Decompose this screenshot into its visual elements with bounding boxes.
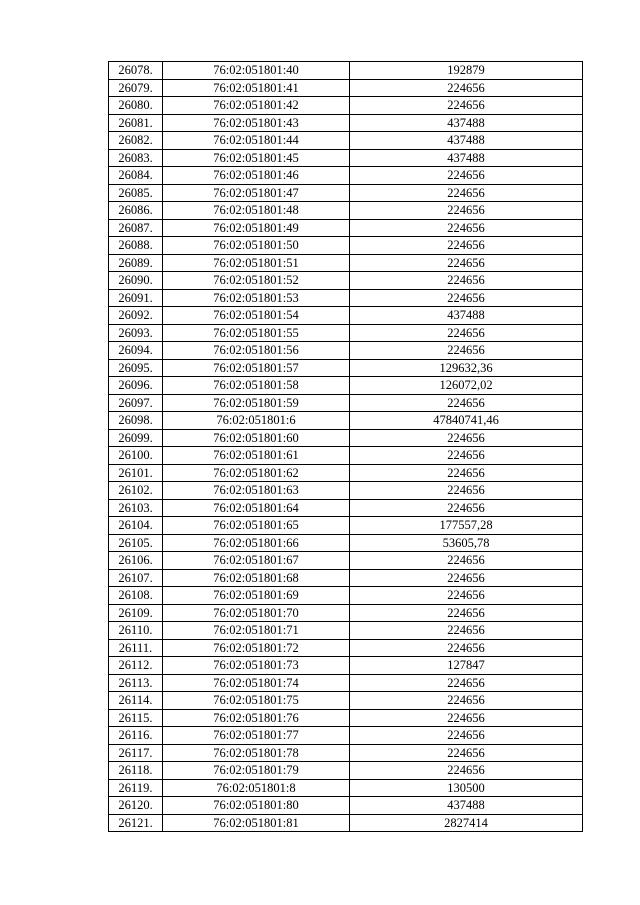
- table-row: [109, 97, 583, 115]
- cadastral-value-table: [108, 61, 583, 832]
- cadastral-value-cell: 224656: [350, 744, 583, 762]
- cadastral-number-cell: 76:02:051801:63: [163, 482, 350, 500]
- table-row: [109, 499, 583, 517]
- row-number-cell: 26093.: [109, 324, 163, 342]
- table-row: [109, 289, 583, 307]
- cadastral-value-cell: 224656: [350, 604, 583, 622]
- cadastral-number-cell: 76:02:051801:48: [163, 202, 350, 220]
- cadastral-value-cell: 224656: [350, 324, 583, 342]
- row-number-cell: 26107.: [109, 569, 163, 587]
- cadastral-value-cell: 53605,78: [350, 534, 583, 552]
- table-row: [109, 692, 583, 710]
- cadastral-value-cell: 177557,28: [350, 517, 583, 535]
- row-number-cell: 26118.: [109, 762, 163, 780]
- row-number-cell: 26099.: [109, 429, 163, 447]
- row-number-cell: 26083.: [109, 149, 163, 167]
- cadastral-value-cell: 224656: [350, 552, 583, 570]
- cadastral-number-cell: 76:02:051801:51: [163, 254, 350, 272]
- cadastral-number-cell: 76:02:051801:59: [163, 394, 350, 412]
- cadastral-value-cell: 224656: [350, 167, 583, 185]
- row-number-cell: 26115.: [109, 709, 163, 727]
- cadastral-value-cell: 437488: [350, 307, 583, 325]
- cadastral-value-cell: 437488: [350, 797, 583, 815]
- cadastral-number-cell: 76:02:051801:45: [163, 149, 350, 167]
- row-number-cell: 26078.: [109, 62, 163, 80]
- cadastral-value-cell: 224656: [350, 709, 583, 727]
- cadastral-value-cell: 224656: [350, 342, 583, 360]
- cadastral-number-cell: 76:02:051801:79: [163, 762, 350, 780]
- table-row: [109, 464, 583, 482]
- table-row: [109, 79, 583, 97]
- cadastral-number-cell: 76:02:051801:43: [163, 114, 350, 132]
- cadastral-value-cell: 224656: [350, 639, 583, 657]
- cadastral-value-cell: 129632,36: [350, 359, 583, 377]
- cadastral-value-cell: 224656: [350, 762, 583, 780]
- cadastral-number-cell: 76:02:051801:57: [163, 359, 350, 377]
- cadastral-number-cell: 76:02:051801:58: [163, 377, 350, 395]
- cadastral-value-cell: 224656: [350, 622, 583, 640]
- row-number-cell: 26088.: [109, 237, 163, 255]
- row-number-cell: 26080.: [109, 97, 163, 115]
- row-number-cell: 26102.: [109, 482, 163, 500]
- row-number-cell: 26101.: [109, 464, 163, 482]
- table-body: [109, 62, 583, 832]
- table-row: [109, 429, 583, 447]
- cadastral-number-cell: 76:02:051801:80: [163, 797, 350, 815]
- cadastral-value-cell: 224656: [350, 184, 583, 202]
- table-row: [109, 62, 583, 80]
- table-row: [109, 604, 583, 622]
- cadastral-value-cell: 224656: [350, 219, 583, 237]
- cadastral-value-cell: 224656: [350, 692, 583, 710]
- cadastral-number-cell: 76:02:051801:44: [163, 132, 350, 150]
- cadastral-value-cell: 224656: [350, 482, 583, 500]
- table-row: [109, 237, 583, 255]
- cadastral-value-cell: 224656: [350, 464, 583, 482]
- row-number-cell: 26120.: [109, 797, 163, 815]
- row-number-cell: 26090.: [109, 272, 163, 290]
- row-number-cell: 26100.: [109, 447, 163, 465]
- table-row: [109, 132, 583, 150]
- cadastral-number-cell: 76:02:051801:74: [163, 674, 350, 692]
- cadastral-number-cell: 76:02:051801:41: [163, 79, 350, 97]
- table-row: [109, 359, 583, 377]
- cadastral-value-cell: 437488: [350, 132, 583, 150]
- cadastral-number-cell: 76:02:051801:49: [163, 219, 350, 237]
- table-row: [109, 482, 583, 500]
- row-number-cell: 26106.: [109, 552, 163, 570]
- row-number-cell: 26092.: [109, 307, 163, 325]
- cadastral-number-cell: 76:02:051801:46: [163, 167, 350, 185]
- cadastral-number-cell: 76:02:051801:40: [163, 62, 350, 80]
- table-row: [109, 272, 583, 290]
- row-number-cell: 26113.: [109, 674, 163, 692]
- cadastral-value-cell: 224656: [350, 429, 583, 447]
- cadastral-number-cell: 76:02:051801:66: [163, 534, 350, 552]
- cadastral-value-cell: 224656: [350, 272, 583, 290]
- table-row: [109, 727, 583, 745]
- row-number-cell: 26114.: [109, 692, 163, 710]
- row-number-cell: 26095.: [109, 359, 163, 377]
- table-row: [109, 202, 583, 220]
- cadastral-value-cell: 224656: [350, 97, 583, 115]
- cadastral-number-cell: 76:02:051801:53: [163, 289, 350, 307]
- cadastral-number-cell: 76:02:051801:47: [163, 184, 350, 202]
- cadastral-value-cell: 126072,02: [350, 377, 583, 395]
- cadastral-number-cell: 76:02:051801:76: [163, 709, 350, 727]
- table-row: [109, 219, 583, 237]
- cadastral-value-cell: 47840741,46: [350, 412, 583, 430]
- table-row: [109, 709, 583, 727]
- cadastral-value-cell: 224656: [350, 79, 583, 97]
- document-page: [108, 61, 582, 832]
- row-number-cell: 26087.: [109, 219, 163, 237]
- cadastral-value-cell: 224656: [350, 447, 583, 465]
- table-row: [109, 552, 583, 570]
- cadastral-number-cell: 76:02:051801:69: [163, 587, 350, 605]
- row-number-cell: 26079.: [109, 79, 163, 97]
- cadastral-number-cell: 76:02:051801:81: [163, 814, 350, 832]
- cadastral-number-cell: 76:02:051801:8: [163, 779, 350, 797]
- table-row: [109, 342, 583, 360]
- table-row: [109, 377, 583, 395]
- cadastral-number-cell: 76:02:051801:67: [163, 552, 350, 570]
- cadastral-number-cell: 76:02:051801:70: [163, 604, 350, 622]
- table-row: [109, 184, 583, 202]
- cadastral-number-cell: 76:02:051801:50: [163, 237, 350, 255]
- cadastral-number-cell: 76:02:051801:65: [163, 517, 350, 535]
- cadastral-value-cell: 224656: [350, 499, 583, 517]
- cadastral-number-cell: 76:02:051801:61: [163, 447, 350, 465]
- cadastral-value-cell: 437488: [350, 114, 583, 132]
- row-number-cell: 26104.: [109, 517, 163, 535]
- cadastral-number-cell: 76:02:051801:60: [163, 429, 350, 447]
- table-row: [109, 779, 583, 797]
- cadastral-number-cell: 76:02:051801:72: [163, 639, 350, 657]
- row-number-cell: 26094.: [109, 342, 163, 360]
- cadastral-number-cell: 76:02:051801:42: [163, 97, 350, 115]
- table-row: [109, 569, 583, 587]
- table-row: [109, 639, 583, 657]
- cadastral-value-cell: 224656: [350, 394, 583, 412]
- cadastral-value-cell: 2827414: [350, 814, 583, 832]
- row-number-cell: 26098.: [109, 412, 163, 430]
- cadastral-value-cell: 437488: [350, 149, 583, 167]
- cadastral-number-cell: 76:02:051801:77: [163, 727, 350, 745]
- cadastral-number-cell: 76:02:051801:55: [163, 324, 350, 342]
- cadastral-number-cell: 76:02:051801:6: [163, 412, 350, 430]
- table-row: [109, 674, 583, 692]
- row-number-cell: 26117.: [109, 744, 163, 762]
- row-number-cell: 26103.: [109, 499, 163, 517]
- table-row: [109, 167, 583, 185]
- table-row: [109, 307, 583, 325]
- cadastral-value-cell: 127847: [350, 657, 583, 675]
- table-row: [109, 394, 583, 412]
- cadastral-value-cell: 224656: [350, 202, 583, 220]
- row-number-cell: 26109.: [109, 604, 163, 622]
- cadastral-number-cell: 76:02:051801:56: [163, 342, 350, 360]
- row-number-cell: 26082.: [109, 132, 163, 150]
- cadastral-number-cell: 76:02:051801:54: [163, 307, 350, 325]
- cadastral-number-cell: 76:02:051801:78: [163, 744, 350, 762]
- row-number-cell: 26097.: [109, 394, 163, 412]
- row-number-cell: 26085.: [109, 184, 163, 202]
- table-row: [109, 744, 583, 762]
- table-row: [109, 517, 583, 535]
- cadastral-value-cell: 224656: [350, 289, 583, 307]
- cadastral-number-cell: 76:02:051801:64: [163, 499, 350, 517]
- table-row: [109, 622, 583, 640]
- row-number-cell: 26112.: [109, 657, 163, 675]
- cadastral-number-cell: 76:02:051801:73: [163, 657, 350, 675]
- cadastral-number-cell: 76:02:051801:71: [163, 622, 350, 640]
- table-row: [109, 447, 583, 465]
- cadastral-number-cell: 76:02:051801:52: [163, 272, 350, 290]
- cadastral-number-cell: 76:02:051801:75: [163, 692, 350, 710]
- cadastral-value-cell: 130500: [350, 779, 583, 797]
- table-row: [109, 762, 583, 780]
- table-row: [109, 657, 583, 675]
- row-number-cell: 26116.: [109, 727, 163, 745]
- row-number-cell: 26105.: [109, 534, 163, 552]
- row-number-cell: 26084.: [109, 167, 163, 185]
- cadastral-value-cell: 224656: [350, 674, 583, 692]
- cadastral-value-cell: 224656: [350, 727, 583, 745]
- table-row: [109, 797, 583, 815]
- row-number-cell: 26089.: [109, 254, 163, 272]
- cadastral-number-cell: 76:02:051801:62: [163, 464, 350, 482]
- row-number-cell: 26111.: [109, 639, 163, 657]
- cadastral-number-cell: 76:02:051801:68: [163, 569, 350, 587]
- table-row: [109, 324, 583, 342]
- table-row: [109, 534, 583, 552]
- table-row: [109, 587, 583, 605]
- table-row: [109, 149, 583, 167]
- cadastral-value-cell: 192879: [350, 62, 583, 80]
- table-row: [109, 814, 583, 832]
- row-number-cell: 26096.: [109, 377, 163, 395]
- row-number-cell: 26119.: [109, 779, 163, 797]
- row-number-cell: 26091.: [109, 289, 163, 307]
- row-number-cell: 26081.: [109, 114, 163, 132]
- table-row: [109, 254, 583, 272]
- cadastral-value-cell: 224656: [350, 569, 583, 587]
- row-number-cell: 26121.: [109, 814, 163, 832]
- cadastral-value-cell: 224656: [350, 254, 583, 272]
- row-number-cell: 26110.: [109, 622, 163, 640]
- table-row: [109, 412, 583, 430]
- cadastral-value-cell: 224656: [350, 587, 583, 605]
- row-number-cell: 26108.: [109, 587, 163, 605]
- cadastral-value-cell: 224656: [350, 237, 583, 255]
- table-row: [109, 114, 583, 132]
- row-number-cell: 26086.: [109, 202, 163, 220]
